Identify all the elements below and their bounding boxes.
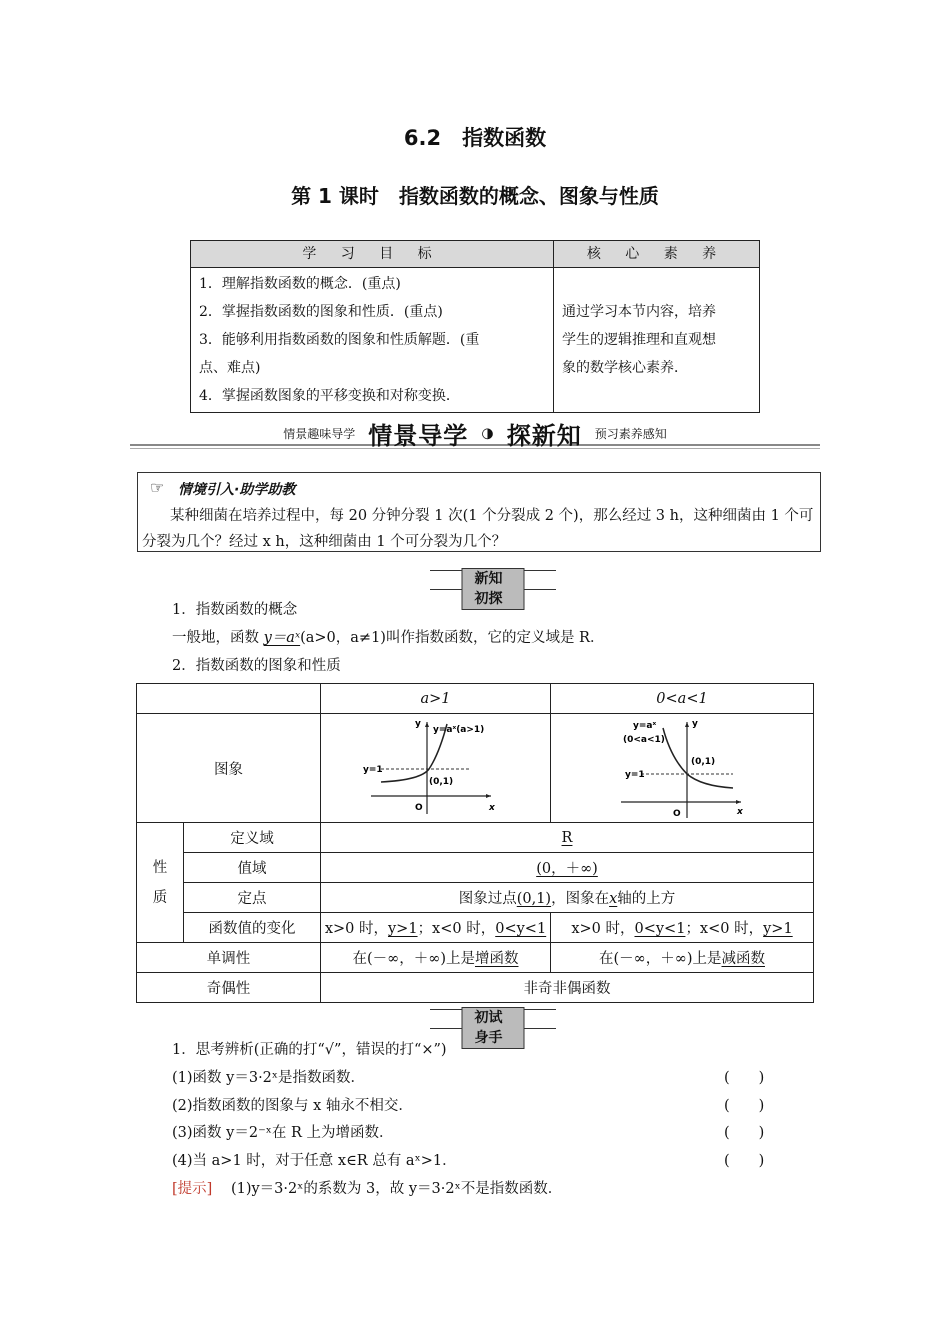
definition-post: (a>0，a≠1)叫作指数函数，它的定义域是 R． xyxy=(300,630,605,646)
section-tag-first-try xyxy=(430,1009,556,1046)
y-equals-1-label: y=1 xyxy=(363,765,383,775)
point-label: (0,1) xyxy=(691,757,716,767)
function-condition-label: (0<a<1) xyxy=(623,735,665,745)
domain-label: 定义域 xyxy=(184,823,321,853)
properties-group-label: 性 质 xyxy=(137,823,184,943)
hand-icon: ☞ xyxy=(150,478,165,497)
graph-decreasing xyxy=(551,714,816,822)
core-line: 象的数学核心素养． xyxy=(562,360,688,376)
function-label: y=aˣ(a>1) xyxy=(433,725,485,735)
hint-label: [提示] xyxy=(172,1181,213,1197)
parity-value: 非奇非偶函数 xyxy=(321,973,814,1003)
section-banner xyxy=(130,410,820,454)
x-label: x xyxy=(737,807,743,817)
value-change-a-lt-1: x>0 时，0<y<1；x<0 时，y>1 xyxy=(551,913,814,943)
graph-increasing xyxy=(321,714,550,822)
intro-heading: 情境引入·助学助教 xyxy=(178,482,296,498)
y-label: y xyxy=(692,719,698,729)
objective-item: 4．掌握函数图象的平移变换和对称变换． xyxy=(199,388,460,404)
origin-label: O xyxy=(415,803,423,813)
header-a-lt-1: 0<a<1 xyxy=(551,684,814,714)
x-axis-arrow xyxy=(736,800,741,804)
answer-blank[interactable]: ( ) xyxy=(724,1125,765,1141)
definition-pre: 一般地，函数 xyxy=(172,630,264,646)
objectives-header-core: 核 心 素 养 xyxy=(554,241,760,268)
corner-cell xyxy=(137,684,321,714)
objectives-header-goal: 学 习 目 标 xyxy=(191,241,554,268)
y-equals-1-label: y=1 xyxy=(625,770,645,780)
y-axis-arrow xyxy=(685,722,689,727)
properties-table xyxy=(136,683,814,1003)
exercise-heading: 1．思考辨析(正确的打“√”，错误的打“×”) xyxy=(172,1042,447,1058)
objective-item: 3．能够利用指数函数的图象和性质解题．(重 xyxy=(199,332,480,348)
answer-blank[interactable]: ( ) xyxy=(724,1153,765,1169)
monotonicity-label: 单调性 xyxy=(137,943,321,973)
graph-a-lt-1 xyxy=(551,714,814,823)
graph-row-label: 图象 xyxy=(137,714,321,823)
banner-right-text: 预习素养感知 xyxy=(594,427,667,441)
section-title: 6.2 指数函数 xyxy=(403,126,547,150)
range-label: 值域 xyxy=(184,853,321,883)
y-axis-arrow xyxy=(425,722,429,727)
point-label: (0,1) xyxy=(429,777,454,787)
x-axis-arrow xyxy=(486,794,491,798)
x-label: x xyxy=(489,803,495,813)
value-change-label: 函数值的变化 xyxy=(184,913,321,943)
core-line: 通过学习本节内容，培养 xyxy=(562,304,716,320)
arrow-icon: ◑ xyxy=(481,425,494,442)
concept-heading-2: 2．指数函数的图象和性质 xyxy=(172,658,341,674)
objective-item: 点、难点) xyxy=(199,360,261,376)
objective-item: 2．掌握指数函数的图象和性质．(重点) xyxy=(199,304,443,320)
exercise-item: (3)函数 y＝2⁻ˣ在 R 上为增函数． xyxy=(172,1125,394,1141)
lesson-title: 第 1 课时 指数函数的概念、图象与性质 xyxy=(291,184,659,208)
objectives-list xyxy=(191,268,554,413)
concept-definition xyxy=(172,626,604,647)
origin-label: O xyxy=(673,809,681,819)
value-change-a-gt-1: x>0 时，y>1；x<0 时，0<y<1 xyxy=(321,913,551,943)
exercise-item: (2)指数函数的图象与 x 轴永不相交． xyxy=(172,1098,413,1114)
objectives-table xyxy=(190,240,760,413)
intro-box xyxy=(137,472,821,552)
monotonicity-a-lt-1: 在(－∞，＋∞)上是减函数 xyxy=(551,943,814,973)
answer-blank[interactable]: ( ) xyxy=(724,1070,765,1086)
function-label: y=aˣ xyxy=(633,721,657,731)
monotonicity-a-gt-1: 在(－∞，＋∞)上是增函数 xyxy=(321,943,551,973)
tag-label: 新知初探 xyxy=(462,568,525,610)
definition-function: y＝aˣ xyxy=(263,630,301,646)
core-line: 学生的逻辑推理和直观想 xyxy=(562,332,716,348)
tag-label: 初试身手 xyxy=(462,1007,525,1049)
hint-text: (1)y＝3·2ˣ的系数为 3，故 y＝3·2ˣ不是指数函数． xyxy=(230,1181,563,1197)
concept-heading: 1．指数函数的概念 xyxy=(172,602,298,618)
parity-label: 奇偶性 xyxy=(137,973,321,1003)
header-a-gt-1: a>1 xyxy=(321,684,551,714)
intro-text: 某种细菌在培养过程中，每 20 分钟分裂 1 次(1 个分裂成 2 个)，那么经过 3 h，这种细菌由 1 个可分裂为几个？经过 x h，这种细菌由 1 个可分裂为几个？ xyxy=(142,508,814,550)
objective-item: 1．理解指数函数的概念．(重点) xyxy=(199,276,401,292)
section-tag-new-knowledge xyxy=(430,570,556,607)
fixed-point-value: 图象过点(0,1)，图象在x轴的上方 xyxy=(321,883,814,913)
y-label: y xyxy=(415,719,421,729)
banner-left-text: 情景趣味导学 xyxy=(283,427,356,441)
banner-main-text-2: 探新知 xyxy=(506,422,582,450)
banner-main-text: 情景导学 xyxy=(368,422,469,450)
range-value: (0，＋∞) xyxy=(321,853,814,883)
exercise-item: (4)当 a>1 时，对于任意 x∈R 总有 aˣ>1． xyxy=(172,1153,457,1169)
fixed-point-label: 定点 xyxy=(184,883,321,913)
exercise-item: (1)函数 y＝3·2ˣ是指数函数． xyxy=(172,1070,366,1086)
graph-a-gt-1 xyxy=(321,714,551,823)
answer-blank[interactable]: ( ) xyxy=(724,1098,765,1114)
domain-value: R xyxy=(321,823,814,853)
hint-line xyxy=(172,1177,562,1198)
core-literacy xyxy=(554,268,760,413)
